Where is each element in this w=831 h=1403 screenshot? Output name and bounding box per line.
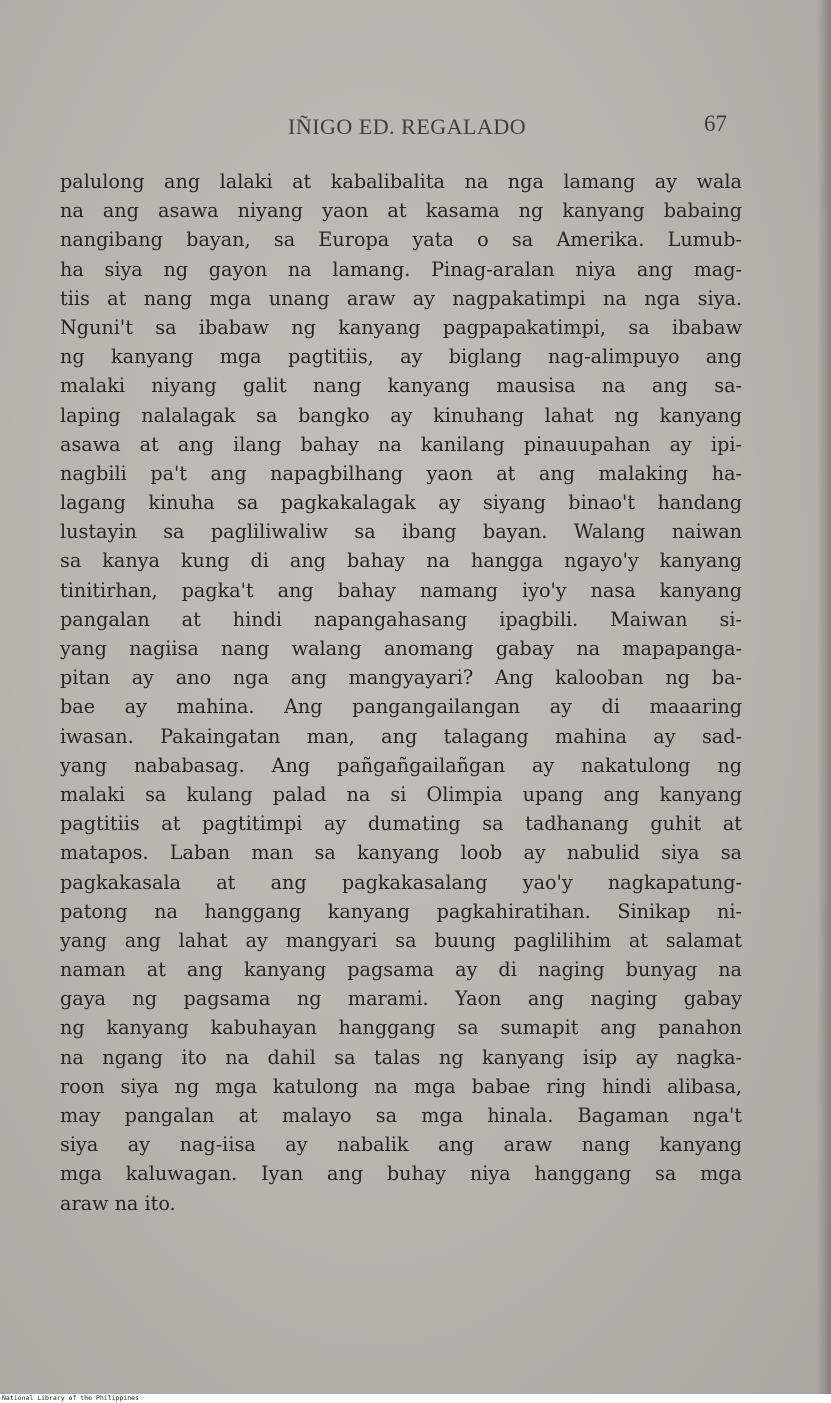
text-line: ng kanyang mga pagtitiis, ay biglang nag-alimpuyo ang (60, 345, 742, 369)
text-line: nangibang bayan, sa Europa yata o sa Amerika. Lumub- (60, 228, 742, 252)
text-line: pagkakasala at ang pagkakasalang yao'y nagkapatung- (60, 870, 742, 894)
text-line: tinitirhan, pagka't ang bahay namang iyo'y nasa kanyang (60, 578, 742, 602)
text-line: iwasan. Pakaingatan man, ang talagang mahina ay sad- (60, 724, 742, 748)
text-line: laping nalalagak sa bangko ay kinuhang lahat ng kanyang (60, 403, 742, 427)
text-line: lustayin sa pagliliwaliw sa ibang bayan. Walang naiwan (60, 520, 742, 544)
text-line: pitan ay ano nga ang mangyayari? Ang kalooban ng ba- (60, 666, 742, 690)
text-line: asawa at ang ilang bahay na kanilang pinauupahan ay ipi- (60, 432, 742, 456)
text-line: ng kanyang kabuhayan hanggang sa sumapit ang panahon (60, 1016, 742, 1040)
text-line: lagang kinuha sa pagkakalagak ay siyang binao't handang (60, 491, 742, 515)
text-line: pangalan at hindi napangahasang ipagbili. Maiwan si- (60, 607, 742, 631)
text-line: yang nagiisa nang walang anomang gabay na mapapanga- (60, 637, 742, 660)
text-line: malaki sa kulang palad na si Olimpia upang ang kanyang (60, 782, 742, 806)
text-line: naman at ang kanyang pagsama ay di naging bunyag na (60, 958, 742, 982)
text-line: pagtitiis at pagtitimpi ay dumating sa tadhanang guhit at (60, 812, 742, 836)
text-line: palulong ang lalaki at kabalibalita na nga lamang ay wala (60, 170, 742, 193)
text-line: may pangalan at malayo sa mga hinala. Bagaman nga't (60, 1104, 742, 1127)
text-line: bae ay mahina. Ang pangangailangan ay di maaaring (60, 695, 742, 719)
text-line: na ang asawa niyang yaon at kasama ng kanyang babaing (60, 199, 742, 223)
text-line: matapos. Laban man sa kanyang loob ay nabulid siya sa (60, 841, 742, 865)
text-line: mga kaluwagan. Iyan ang buhay niya hanggang sa mga (60, 1162, 742, 1186)
text-line: nagbili pa't ang napagbilhang yaon at ang malaking ha- (60, 461, 742, 485)
text-line: patong na hanggang kanyang pagkahiratihan. Sinikap ni- (60, 899, 742, 923)
body-paragraph (60, 167, 742, 1218)
text-line: ha siya ng gayon na lamang. Pinag-aralan niya ang mag- (60, 257, 742, 281)
library-credit: National Library of the Philippines (2, 1394, 139, 1402)
text-line: tiis at nang mga unang araw ay nagpakatimpi na nga siya. (60, 286, 742, 310)
text-line: na ngang ito na dahil sa talas ng kanyang isip ay nagka- (60, 1045, 742, 1069)
text-line: Nguni't sa ibabaw ng kanyang pagpapakatimpi, sa ibabaw (60, 315, 742, 339)
text-line: sa kanya kung di ang bahay na hangga ngayo'y kanyang (60, 549, 742, 573)
text-line: gaya ng pagsama ng marami. Yaon ang naging gabay (60, 987, 742, 1011)
text-line: malaki niyang galit nang kanyang mausisa na ang sa- (60, 374, 742, 398)
text-line: yang ang lahat ay mangyari sa buung paglilihim at salamat (60, 928, 742, 952)
text-line-last: araw na ito. (60, 1191, 176, 1215)
page-number: 67 (704, 111, 727, 136)
text-line: siya ay nag-iisa ay nabalik ang araw nang kanyang (60, 1133, 742, 1157)
text-line: roon siya ng mga katulong na mga babae ring hindi alibasa, (60, 1074, 742, 1098)
text-line: yang nababasag. Ang pañgañgailañgan ay nakatulong ng (60, 753, 742, 777)
running-head: IÑIGO ED. REGALADO (288, 114, 527, 139)
